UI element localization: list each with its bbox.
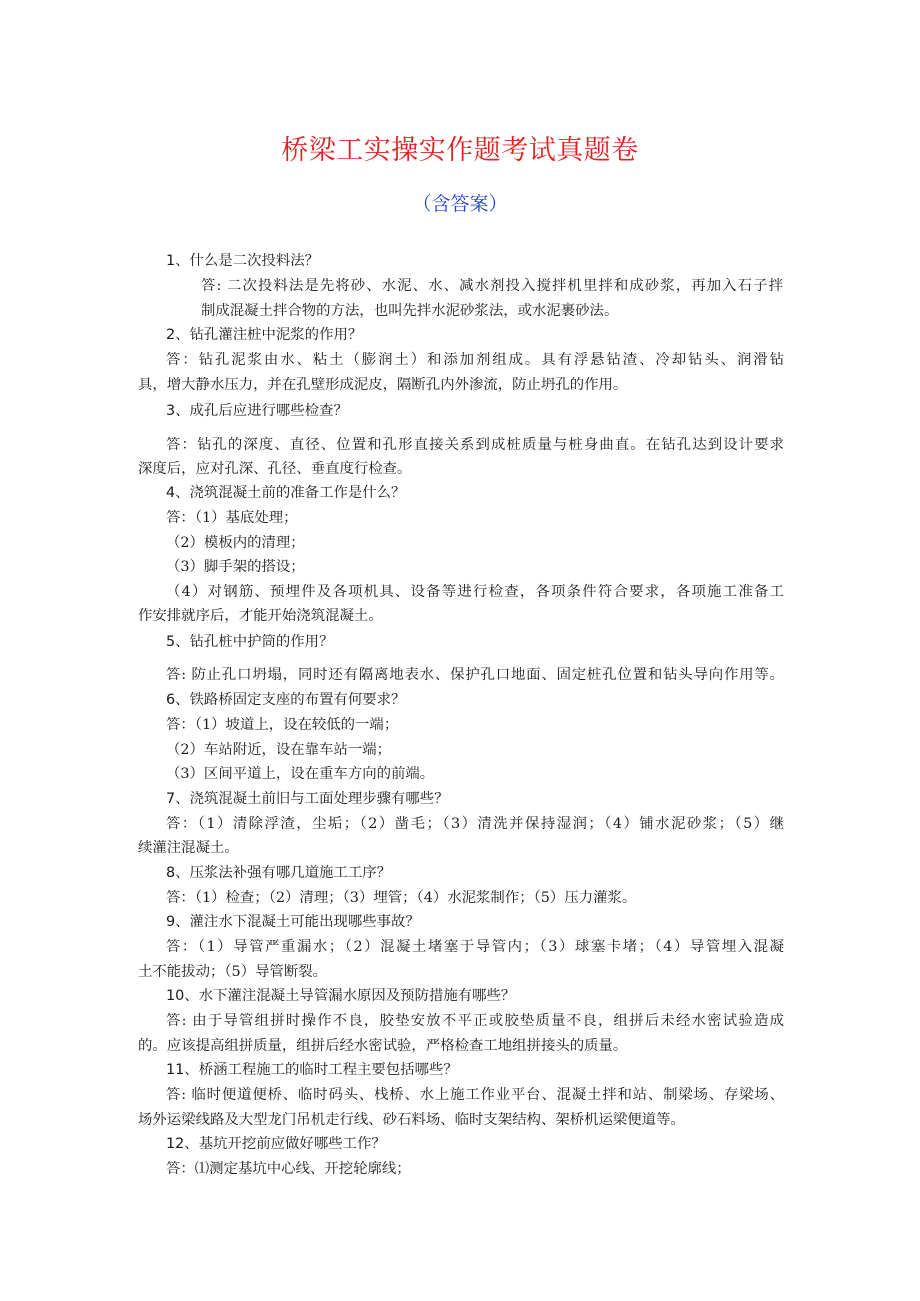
answer-line: 答: 二次投料法是先将砂、水泥、水、减水剂投入搅拌机里拌和成砂浆，再加入石子拌	[201, 278, 783, 294]
answer-line: （3）区间平道上，设在重车方向的前端。	[166, 766, 435, 782]
answer-line: （3）脚手架的搭设；	[166, 559, 305, 575]
answer-line: （4）对钢筋、预埋件及各项机具、设备等进行检查，各项条件符合要求，各项施工准备工	[166, 584, 784, 600]
answer-line: 场外运梁线路及大型龙门吊机走行线、砂石料场、临时支架结构、架桥机运梁便道等。	[138, 1112, 685, 1128]
answer-line: 答：（1）导管严重漏水；（2）混凝土堵塞于导管内；（3）球塞卡堵；（4）导管埋入混凝	[166, 939, 784, 955]
question-2: 2、钻孔灌注桩中泥浆的作用？	[166, 327, 363, 343]
question-4: 4、浇筑混凝土前的准备工作是什么？	[166, 485, 406, 501]
answer-line: 续灌注混凝土。	[138, 840, 239, 856]
answer-line: 答：⑴测定基坑中心线、开挖轮廓线；	[166, 1161, 411, 1177]
question-1: 1、什么是二次投料法？	[166, 253, 320, 269]
question-11: 11、桥涵工程施工的临时工程主要包括哪些？	[166, 1062, 458, 1078]
answer-line: 答: 临时便道便桥、临时码头、栈桥、水上施工作业平台、混凝土拌和站、制梁场、存梁场、	[166, 1087, 784, 1103]
answer-line: 答：钻孔泥浆由水、粘土（膨润土）和添加剂组成。具有浮悬钻渣、冷却钻头、润滑钻	[166, 352, 784, 368]
question-12: 12、基坑开挖前应做好哪些工作？	[166, 1136, 386, 1152]
question-3: 3、成孔后应进行哪些检查？	[166, 403, 348, 419]
answer-line: 深度后，应对孔深、孔径、垂直度行检查。	[138, 461, 412, 477]
answer-line: 答：（1）坡道上，设在较低的一端；	[166, 717, 399, 733]
answer-line: （2）车站附近，设在靠车站一端；	[166, 742, 392, 758]
answer-line: 答：（1）基底处理；	[166, 510, 298, 526]
answer-line: 答: 防止孔口坍塌，同时还有隔离地表水、保护孔口地面、固定桩孔位置和钻头导向作用等。	[166, 667, 784, 683]
page-subtitle: （含答案）	[412, 193, 508, 215]
answer-line: 答：钻孔的深度、直径、位置和孔形直接关系到成桩质量与桩身曲直。在钻孔达到设计要求	[166, 437, 784, 453]
question-7: 7、浇筑混凝土前旧与工面处理步骤有哪些？	[166, 791, 449, 807]
question-10: 10、水下灌注混凝土导管漏水原因及预防措施有哪些？	[166, 988, 516, 1004]
question-8: 8、压浆法补强有哪几道施工工序？	[166, 865, 392, 881]
page-title: 桥梁工实操实作题考试真题卷	[281, 135, 639, 166]
answer-line: 答: 由于导管组拼时操作不良，胶垫安放不平正或胶垫质量不良，组拼后未经水密试验造成	[166, 1013, 784, 1029]
answer-line: 制成混凝土拌合物的方法，也叫先拌水泥砂浆法，或水泥裹砂法。	[201, 303, 619, 319]
answer-line: 答：（1）检查；（2）清理；（3）埋管；（4）水泥浆制作；（5）压力灌浆。	[166, 890, 637, 906]
answer-line: 的。应该提高组拼质量，组拼后经水密试验，严格检查工地组拼接头的质量。	[138, 1038, 628, 1054]
question-9: 9、灌注水下混凝土可能出现哪些事故？	[166, 914, 420, 930]
question-6: 6、铁路桥固定支座的布置有何要求？	[166, 692, 406, 708]
answer-line: 作安排就序后，才能开始浇筑混凝土。	[138, 608, 383, 624]
answer-line: 具，增大静水压力，并在孔壁形成泥皮，隔断孔内外渗流，防止坍孔的作用。	[138, 377, 628, 393]
answer-line: 土不能拔动；（5）导管断裂。	[138, 964, 328, 980]
answer-line: （2）模板内的清理；	[166, 535, 305, 551]
question-5: 5、钻孔桩中护筒的作用？	[166, 634, 334, 650]
answer-line: 答：（1）清除浮渣，尘垢；（2）凿毛；（3）清洗并保持湿润；（4）铺水泥砂浆；（5）继	[166, 816, 784, 832]
